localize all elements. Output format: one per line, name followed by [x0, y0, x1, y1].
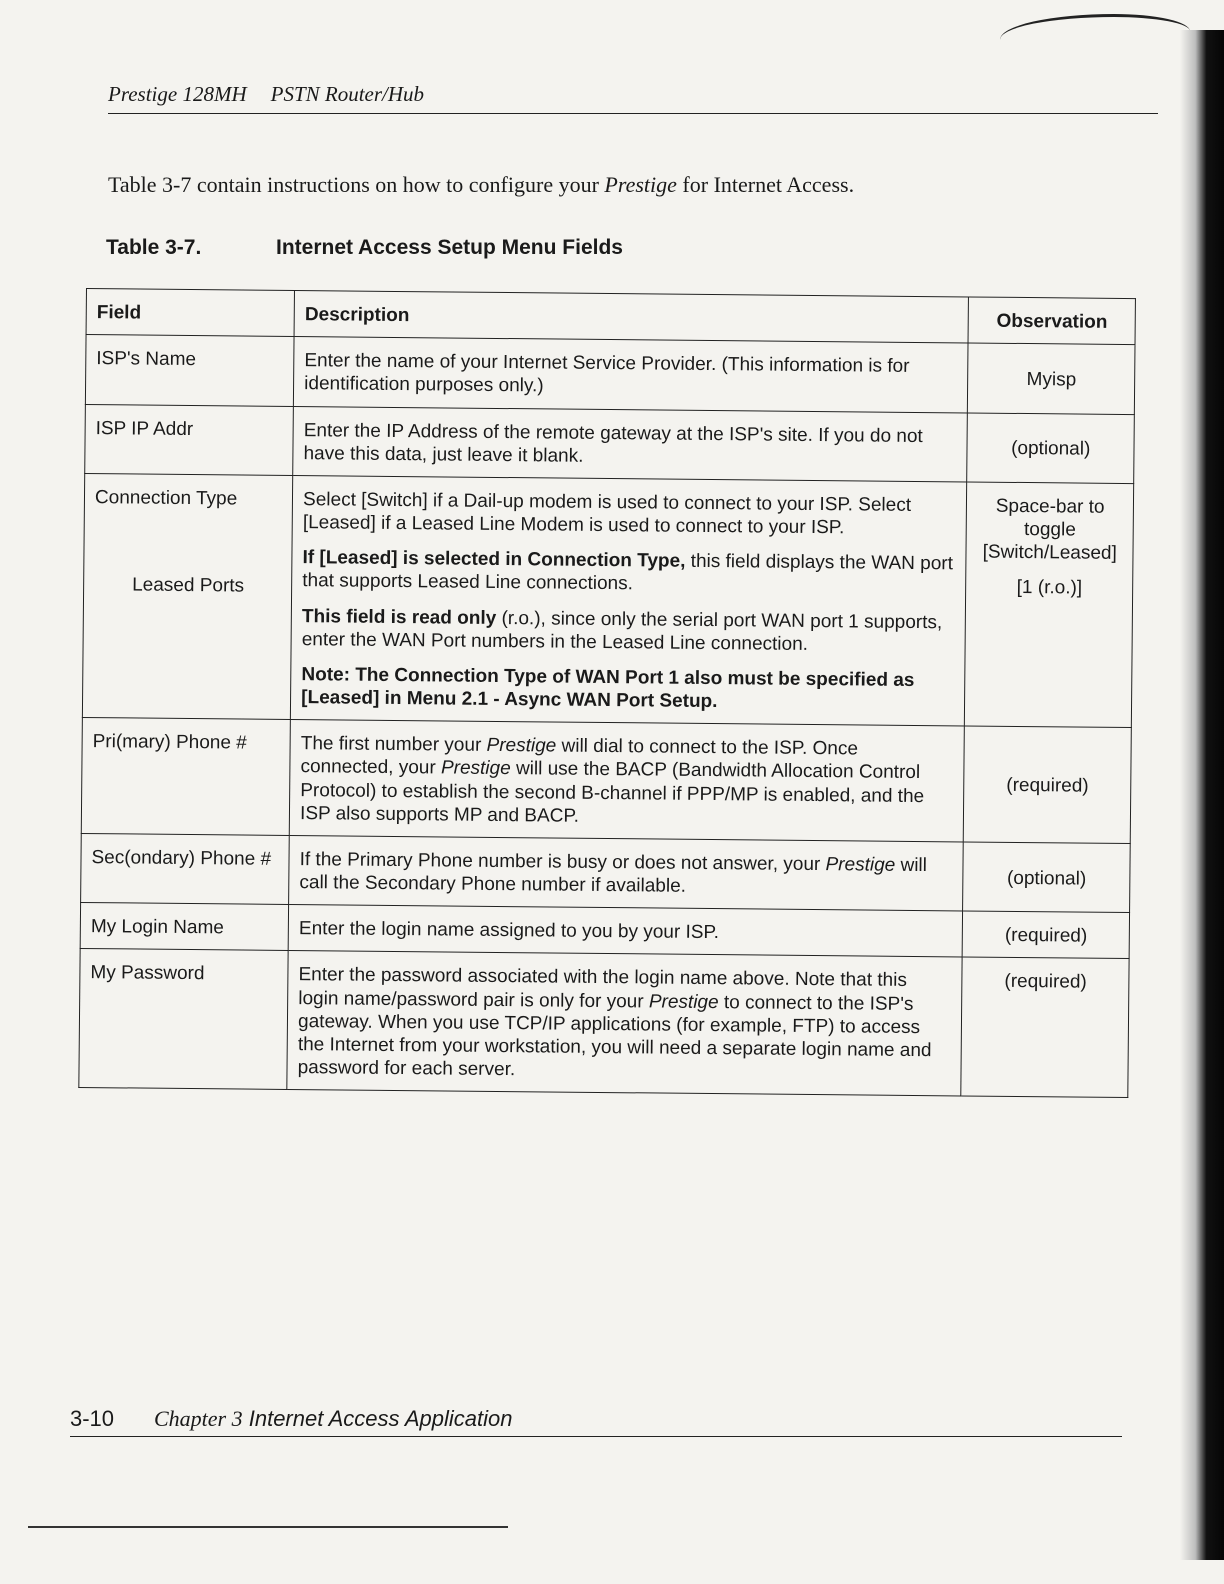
intro-text: Table 3-7 contain instructions on how to configure your [108, 172, 605, 197]
observation-cell: (required) [963, 911, 1130, 959]
readonly-desc-bold: This field is read only [301, 605, 497, 629]
observation-cell: (optional) [967, 412, 1134, 483]
desc-text: If the Primary Phone number is busy or does not answer, your [299, 848, 826, 876]
caption-title: Internet Access Setup Menu Fields [276, 236, 623, 259]
description-cell [290, 475, 967, 726]
table-row [82, 473, 1133, 727]
bottom-rule [28, 1526, 508, 1528]
field-cell [82, 473, 292, 719]
observation-cell: Myisp [968, 343, 1135, 414]
page-curl-edge [1000, 14, 1190, 57]
header-observation: Observation [968, 297, 1135, 345]
description-cell: Enter the IP Address of the remote gateway at the ISP's site. If you do not have this data, just leave it blank. [293, 406, 968, 482]
observation-cell: (optional) [963, 842, 1130, 913]
header-field: Field [86, 289, 295, 337]
description-cell [289, 720, 964, 842]
leased-desc-rest: this field displays the WAN port that supports Leased Line connections. [302, 550, 954, 595]
table-row [85, 335, 1135, 414]
desc-text: The first number your [300, 733, 487, 757]
field-connection-type: Connection Type [94, 486, 238, 510]
leased-desc [302, 546, 956, 599]
page-number: 3-10 [70, 1406, 115, 1431]
desc-text: will dial to connect to the ISP. Once connected, your [300, 735, 859, 779]
table-row [85, 404, 1135, 483]
field-leased-ports: Leased Ports [132, 574, 245, 597]
field-cell: My Login Name [80, 903, 289, 951]
note-bold: Note: The Connection Type of WAN Port 1 also must be specified as [Leased] in Menu 2.1 - Async WAN Port Setup. [301, 663, 915, 713]
running-header [108, 82, 1158, 114]
desc-italic: Prestige [486, 735, 557, 757]
footer-title: Internet Access Application [242, 1406, 513, 1431]
obs-line: [1 (r.o.)] [1016, 577, 1083, 599]
running-footer [70, 1406, 1122, 1437]
description-cell [289, 835, 964, 911]
table-row [79, 949, 1129, 1098]
desc-italic: Prestige [648, 991, 719, 1013]
caption-number: Table 3-7. [106, 236, 202, 259]
setup-fields-table [78, 288, 1136, 1098]
table-caption [106, 236, 1006, 260]
desc-text: will use the BACP (Bandwidth Allocation Control Protocol) to establish the second B-channel if PPP/MP is enabled, and the ISP also supports MP and BACP. [299, 758, 925, 827]
observation-cell [965, 482, 1134, 728]
desc-italic: Prestige [825, 854, 896, 876]
leased-desc-bold: If [Leased] is selected in Connection Type, [302, 547, 686, 572]
footer-chapter: Chapter 3 [154, 1406, 243, 1431]
intro-italic: Prestige [604, 172, 677, 197]
intro-paragraph [108, 172, 1108, 198]
header-subtitle: PSTN Router/Hub [270, 82, 425, 106]
connection-desc: Select [Switch] if a Dail-up modem is used to connect to your ISP. Select [Leased] if a Leased Line Modem is used to connect to your ISP. [302, 488, 912, 539]
field-cell: ISP IP Addr [85, 404, 294, 475]
table-row [81, 718, 1131, 844]
header-product: Prestige 128MH [108, 82, 247, 106]
desc-text: will call the Secondary Phone number if available. [299, 854, 928, 897]
description-cell [287, 951, 963, 1096]
description-cell: Enter the login name assigned to you by your ISP. [288, 905, 963, 958]
desc-italic: Prestige [440, 757, 511, 780]
field-cell: Sec(ondary) Phone # [81, 833, 290, 904]
obs-line: [Switch/Leased] [982, 541, 1117, 565]
desc-text: to connect to the ISP's gateway. When you use TCP/IP applications (for example, FTP) to access the Internet from your workstation, you will need a separate login name and password for each server. [297, 991, 932, 1081]
note-text [301, 663, 955, 716]
desc-text: Enter the password associated with the login name above. Note that this login name/password pair is only for your [298, 964, 907, 1013]
observation-cell: (required) [964, 726, 1132, 843]
observation-cell: (required) [961, 957, 1129, 1097]
field-cell: ISP's Name [85, 335, 294, 406]
obs-line: Space-bar to [995, 495, 1105, 518]
field-cell: Pri(mary) Phone # [81, 718, 290, 836]
obs-line: toggle [1023, 519, 1076, 541]
intro-text-end: for Internet Access. [676, 172, 855, 197]
readonly-desc-rest: (r.o.), since only the serial port WAN port 1 supports, enter the WAN Port numbers in the Leased Line connection. [301, 607, 943, 655]
book-binding-shadow [1180, 30, 1224, 1560]
header-description: Description [294, 291, 969, 344]
readonly-desc [302, 605, 956, 658]
table-row [81, 833, 1131, 912]
description-cell: Enter the name of your Internet Service Provider. (This information is for identification purposes only.) [294, 337, 969, 413]
field-cell: My Password [79, 949, 288, 1090]
